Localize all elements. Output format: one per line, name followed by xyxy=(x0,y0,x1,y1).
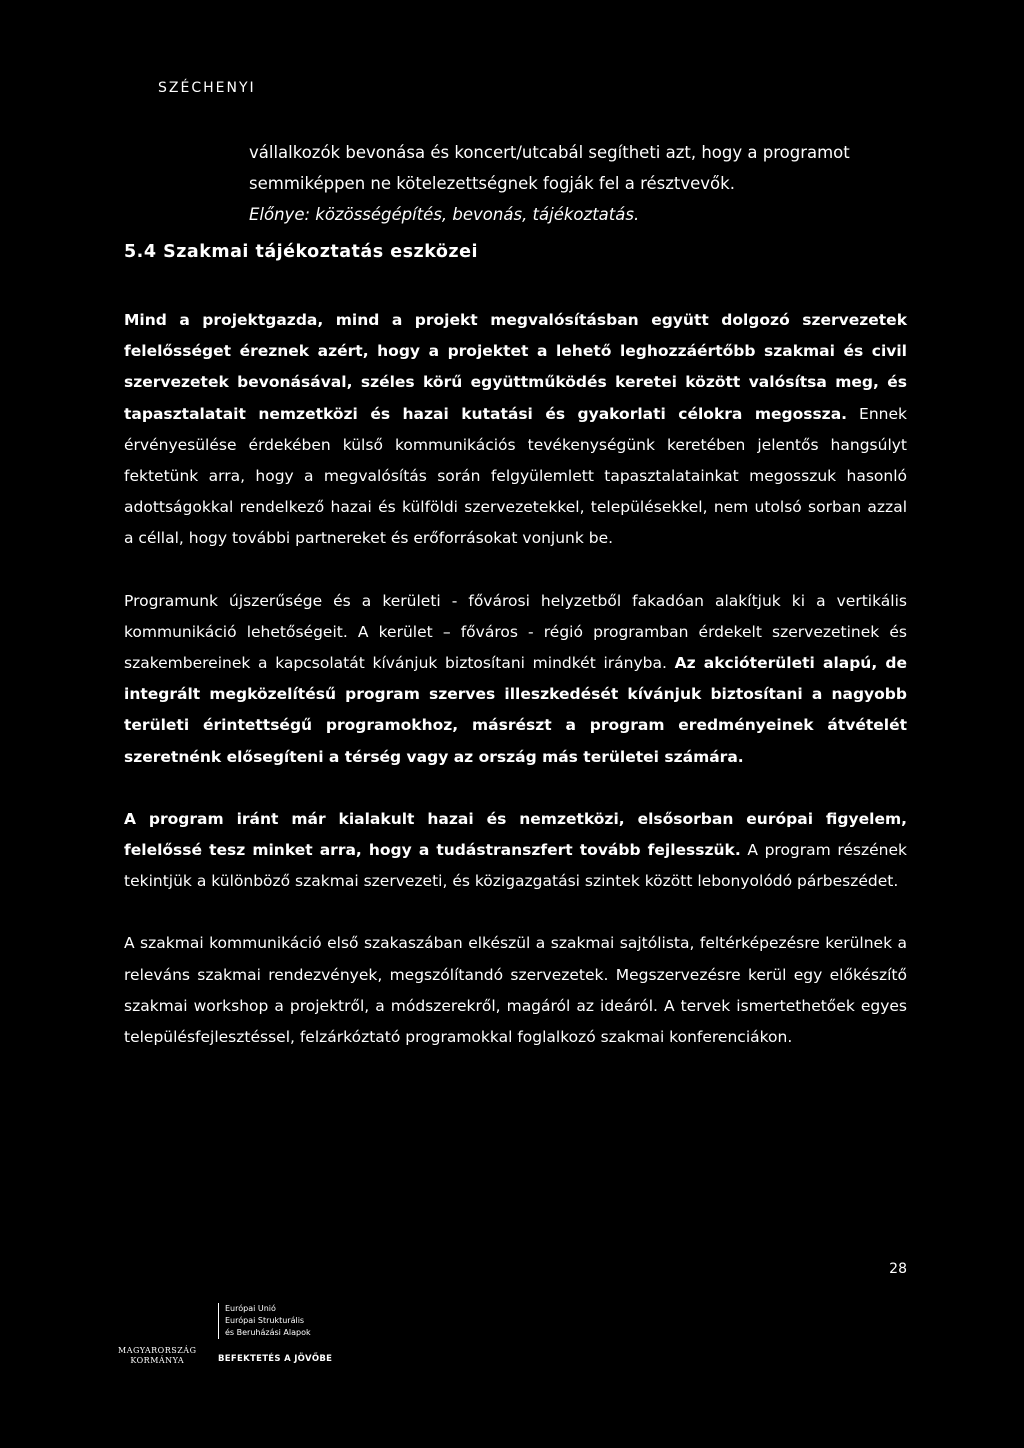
eu-funds-text xyxy=(218,1303,332,1339)
paragraph-1 xyxy=(124,305,907,555)
eu-line-1: Európai Unió xyxy=(225,1304,276,1313)
paragraph-1-bold: Mind a projektgazda, mind a projekt megvalósításban együtt dolgozó szervezetek felelősséget éreznek azért, hogy a projektet a lehető leghozzáértőbb szakmai és civil szervezetek bevonásával, széles körű együttműködés keretei között valósítsa meg, és tapasztalatait nemzetközi és hazai kutatási és gyakorlati célokra megossza. xyxy=(124,311,907,423)
eu-slogan: BEFEKTETÉS A JÖVŐBE xyxy=(218,1354,333,1364)
paragraph-3-normal: A program részének tekintjük a különböző szakmai szervezeti, és közigazgatási szintek között lebonyolódó párbeszédet. xyxy=(124,841,907,891)
paragraph-3 xyxy=(124,804,907,898)
eu-line-3: és Beruházási Alapok xyxy=(225,1328,311,1337)
header-brand: SZÉCHENYI xyxy=(158,80,256,96)
eu-line-2: Európai Strukturális xyxy=(225,1316,305,1325)
eu-funds-logo xyxy=(218,1303,332,1365)
intro-advantages: Előnye: közösségépítés, bevonás, tájékoztatás. xyxy=(249,205,640,224)
paragraph-3-bold: A program iránt már kialakult hazai és nemzetközi, elsősorban európai figyelem, felelőssé tesz minket arra, hogy a tudástranszfert tovább fejlesszük. xyxy=(124,809,907,860)
paragraph-2-normal: Programunk újszerűsége és a kerületi - fővárosi helyzetből fakadóan alakítjuk ki a vertikális kommunikáció lehetőségeit. A kerület – főváros - régió programban érdekelt szervezetinek és szakembereinek a kapcsolatát kívánjuk biztosítani mindkét irányba. xyxy=(124,591,907,673)
paragraph-4 xyxy=(124,928,907,1053)
paragraph-1-normal: Ennek érvényesülése érdekében külső kommunikációs tevékenységünk keretében jelentős hangsúlyt fektetünk arra, hogy a megvalósítás során felgyülemlett tapasztalatainkat megosszuk hasonló adottságokkal rendelkező hazai és külföldi szervezetekkel, településekkel, nem utolsó sorban azzal a céllal, hogy további partnereket és erőforrásokat vonjunk be. xyxy=(124,404,907,548)
government-logo-line2: KORMÁNYA xyxy=(130,1356,185,1365)
intro-text: vállalkozók bevonása és koncert/utcabál segítheti azt, hogy a programot semmiképpen ne kötelezettségnek fogják fel a résztvevők. xyxy=(249,143,850,193)
government-logo-line1: MAGYARORSZÁG xyxy=(118,1346,197,1355)
paragraph-2-bold: Az akcióterületi alapú, de integrált megközelítésű program szerves illeszkedését kívánjuk biztosítani a nagyobb területi érintettségű programokhoz, másrészt a program eredményeinek átvételét szeretnénk elősegíteni a térség vagy az ország más területei számára. xyxy=(124,654,907,766)
intro-block xyxy=(249,137,919,230)
paragraph-4-normal: A szakmai kommunikáció első szakaszában elkészül a szakmai sajtólista, feltérképezésre kerülnek a releváns szakmai rendezvények, megszólítandó szervezetek. Megszervezésre kerül egy előkészítő szakmai workshop a projektről, a módszerekről, magáról az ideáról. A tervek ismertethetőek egyes településfejlesztéssel, felzárkóztató programokkal foglalkozó szakmai konferenciákon. xyxy=(124,934,907,1047)
body-text xyxy=(124,305,907,1084)
section-heading: 5.4 Szakmai tájékoztatás eszközei xyxy=(124,242,478,262)
government-logo xyxy=(118,1346,196,1366)
paragraph-2 xyxy=(124,586,907,773)
page-number: 28 xyxy=(889,1261,907,1277)
